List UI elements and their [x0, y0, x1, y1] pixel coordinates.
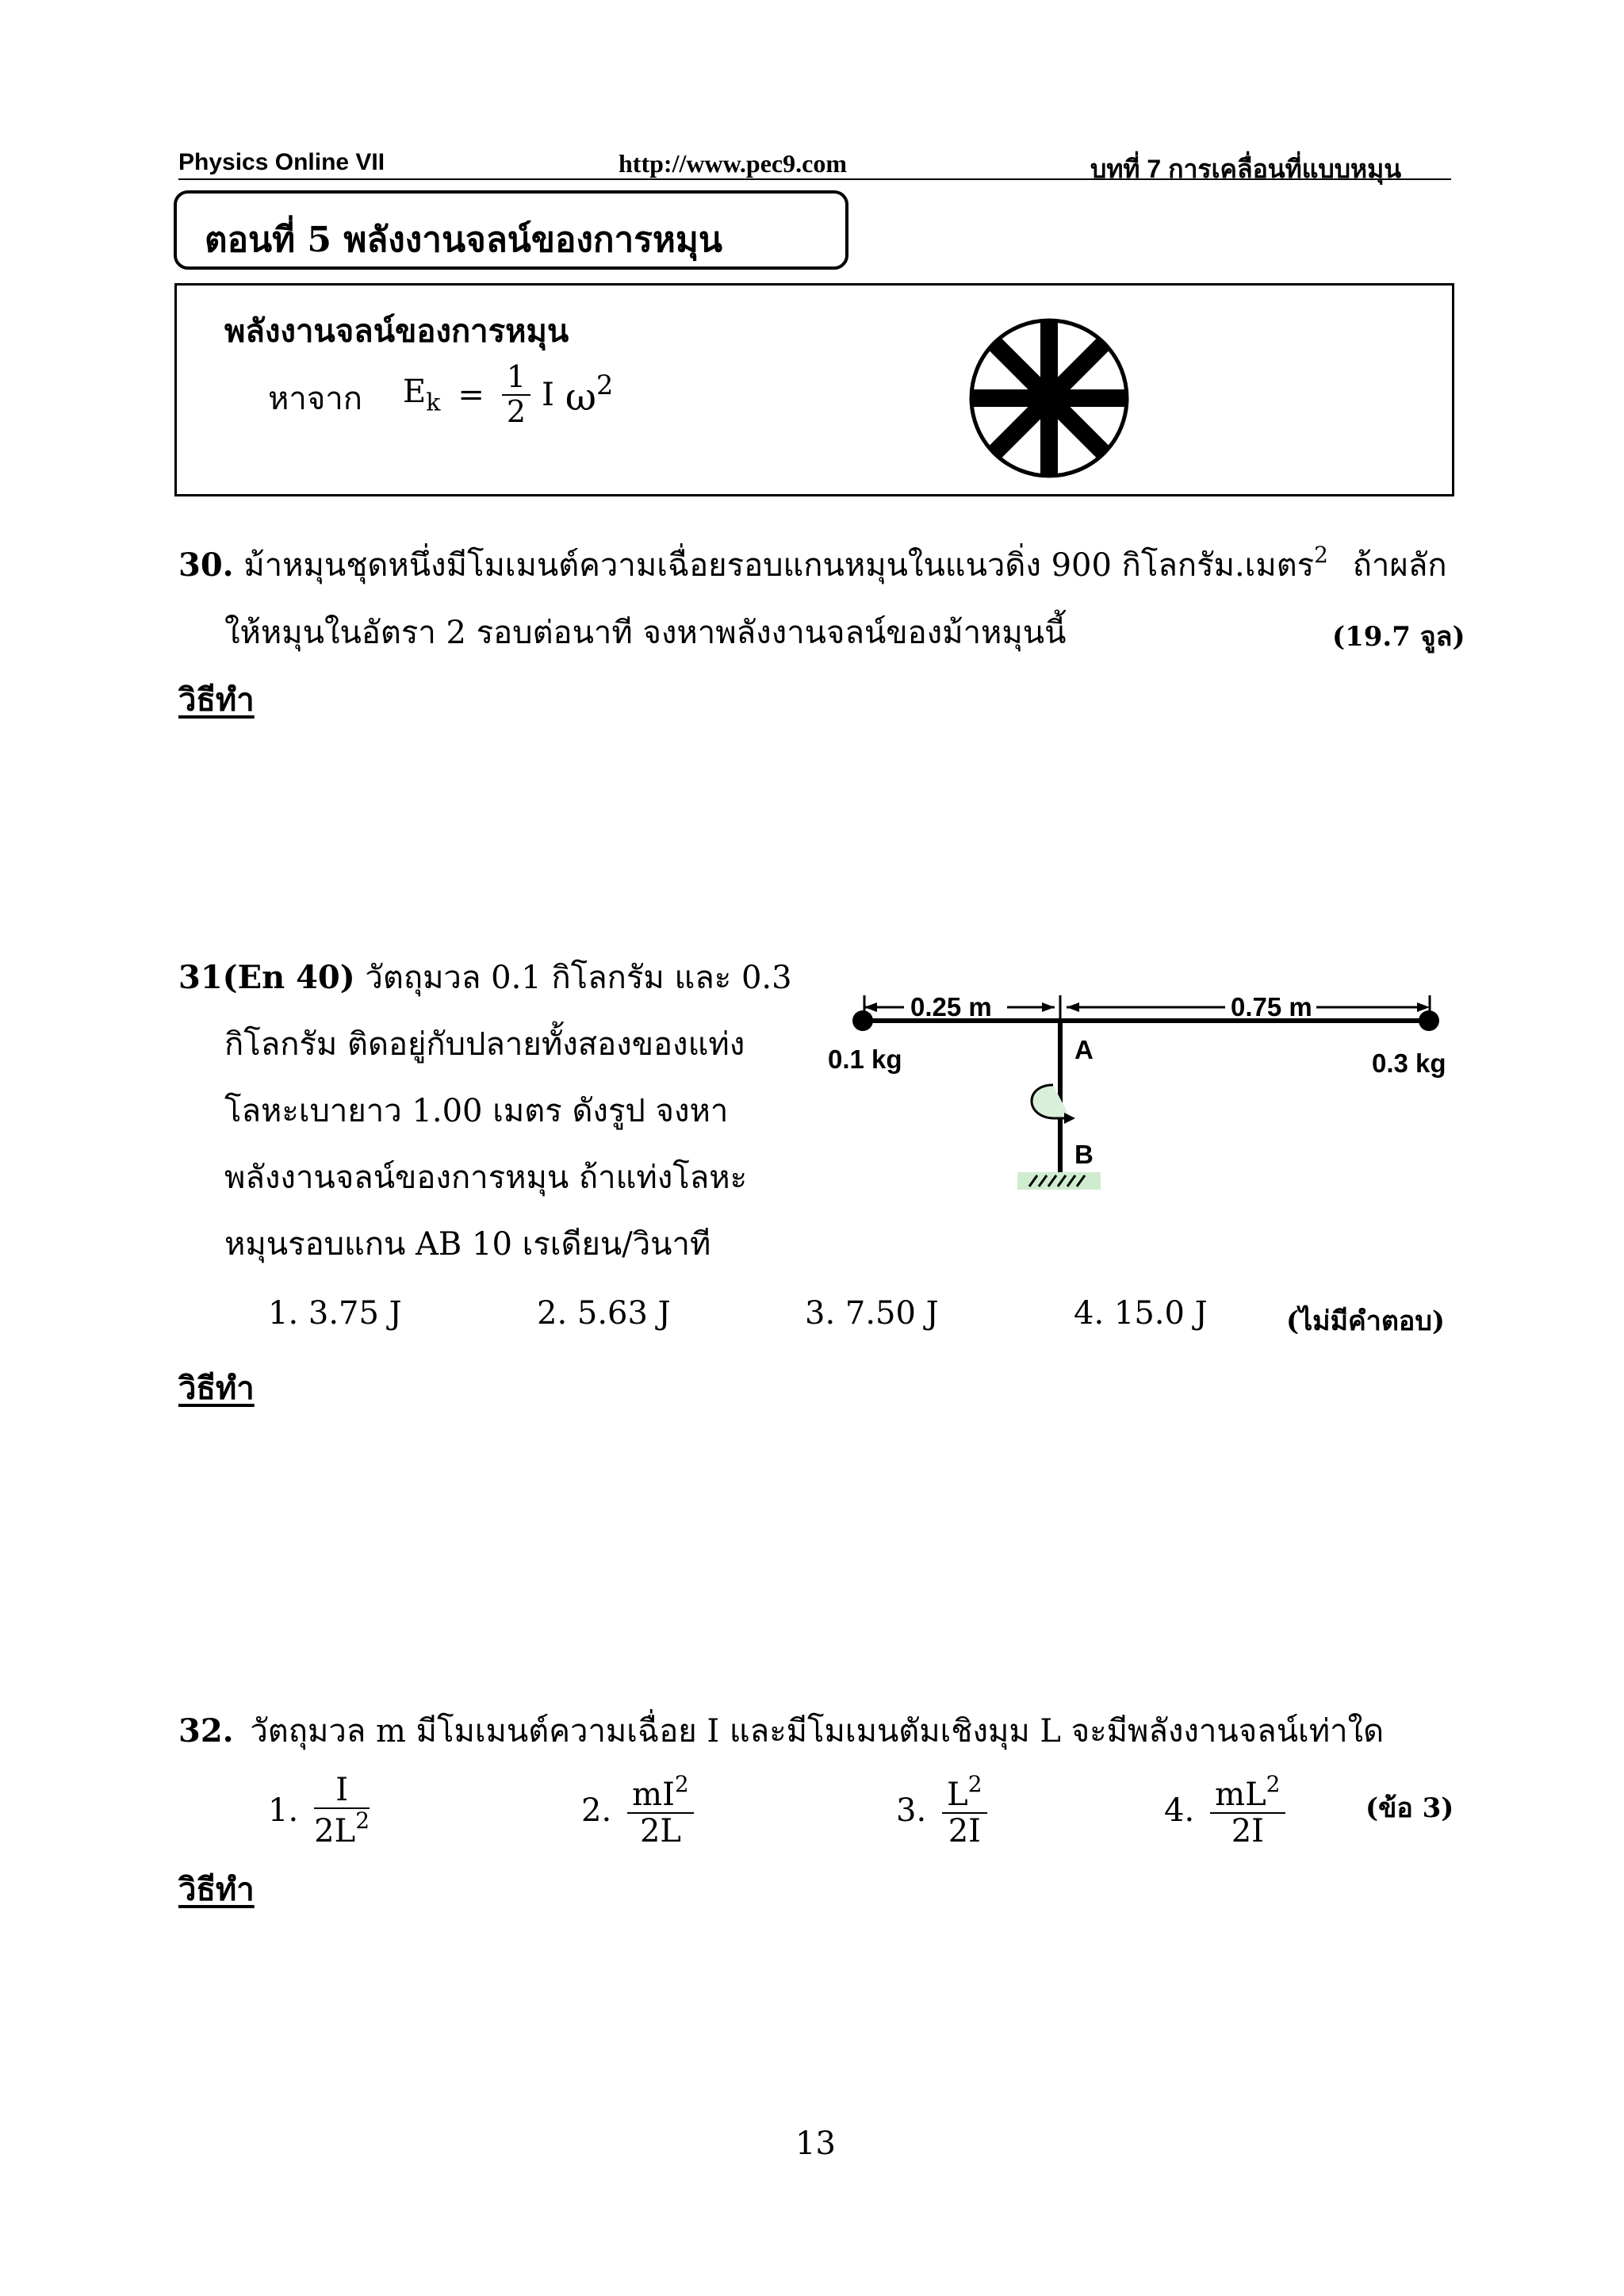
kinetic-energy-formula	[403, 361, 613, 429]
q31-choice-2[interactable]: 2. 5.63 J	[537, 1295, 671, 1332]
q32-choice-4[interactable]: 4. $\frac{mL^2}{2I}$	[1164, 1773, 1285, 1849]
formula-equals: =	[458, 376, 485, 413]
page-number: 13	[795, 2125, 836, 2162]
formula-omega: $\omega^2$	[565, 370, 614, 420]
dim-label-right: 0.75 m	[1231, 992, 1312, 1022]
formula-e-symbol: $E_k$	[403, 373, 441, 417]
q31-choice-3[interactable]: 3. 7.50 J	[805, 1295, 939, 1332]
q31-line3: โลหะเบายาว 1.00 เมตร ดังรูป จงหา	[224, 1093, 729, 1129]
point-a-label: A	[1074, 1035, 1094, 1064]
q32-number: 32.	[178, 1712, 234, 1750]
q32-choice-2[interactable]: 2. $\frac{mI^2}{2L}$	[581, 1773, 694, 1849]
arrow-head	[864, 1002, 877, 1012]
formula-half: $\frac{1}{2}$	[502, 361, 530, 429]
q31-choice-1[interactable]: 1. 3.75 J	[268, 1295, 402, 1332]
point-b-label: B	[1074, 1140, 1094, 1169]
q30-method-label: วิธีทำ	[178, 681, 255, 719]
q32-choice-3[interactable]: 3. $\frac{L^2}{2I}$	[896, 1773, 987, 1849]
section-title: ตอนที่ 5 พลังงานจลน์ของการหมุน	[205, 220, 722, 260]
q32-question: 32. วัตถุมวล m มีโมเมนต์ความเฉื่อย I และมีโมเมนตัมเชิงมุม L จะมีพลังงานจลน์เท่าใด	[178, 1712, 1385, 1750]
q30-line1: 30. ม้าหมุนชุดหนึ่งมีโมเมนต์ความเฉื่อยรอบแกนหมุนในแนวดิ่ง 900 กิโลกรัม.เมตร$^2$ ถ้าผลัก	[178, 542, 1447, 584]
mass-label-right: 0.3 kg	[1372, 1048, 1446, 1078]
q32-choice-1[interactable]: 1. $\frac{I}{2L^2}$	[268, 1772, 370, 1849]
mass-label-left: 0.1 kg	[828, 1045, 902, 1074]
q31-number: 31(En 40)	[178, 959, 355, 996]
q31-method-label: วิธีทำ	[178, 1370, 255, 1407]
mass-left	[852, 1010, 873, 1031]
q31-line5: หมุนรอบแกน AB 10 เรเดียน/วินาที	[224, 1226, 711, 1263]
q30-answer: (19.7 จูล)	[1332, 621, 1465, 653]
q31-line4: พลังงานจลน์ของการหมุน ถ้าแท่งโลหะ	[224, 1159, 748, 1196]
mass-right	[1419, 1010, 1439, 1031]
q30-number: 30.	[178, 546, 234, 584]
arrow-head	[1067, 1002, 1079, 1012]
header-rule	[178, 178, 1451, 180]
formula-inertia: I	[542, 376, 554, 413]
dim-label-left: 0.25 m	[910, 992, 992, 1022]
arrow-head	[1042, 1002, 1055, 1012]
header-url: http://www.pec9.com	[619, 149, 847, 178]
q32-answer: (ข้อ 3)	[1365, 1792, 1454, 1824]
q31-answer: (ไม่มีคำตอบ)	[1286, 1305, 1446, 1337]
q31-choice-4[interactable]: 4. 15.0 J	[1074, 1295, 1208, 1332]
rotating-rod-diagram	[817, 983, 1463, 1198]
formula-heading: พลังงานจลน์ของการหมุน	[224, 312, 569, 350]
header-right: บทที่ 7 การเคลื่อนที่แบบหมุน	[1090, 155, 1402, 183]
q32-method-label: วิธีทำ	[178, 1871, 255, 1908]
rotation-arrow-head	[1064, 1113, 1075, 1124]
ground-base	[1017, 1172, 1101, 1190]
header-left: Physics Online VII	[178, 149, 385, 175]
q31-line1: 31(En 40) วัตถุมวล 0.1 กิโลกรัม และ 0.3	[178, 959, 792, 996]
q30-line2: ให้หมุนในอัตรา 2 รอบต่อนาที จงหาพลังงานจลน์ของม้าหมุนนี้	[224, 615, 1067, 651]
rotating-wheel-icon	[966, 315, 1132, 481]
formula-prefix: หาจาก	[268, 381, 362, 417]
q31-line2: กิโลกรัม ติดอยู่กับปลายทั้งสองของแท่ง	[224, 1026, 745, 1063]
